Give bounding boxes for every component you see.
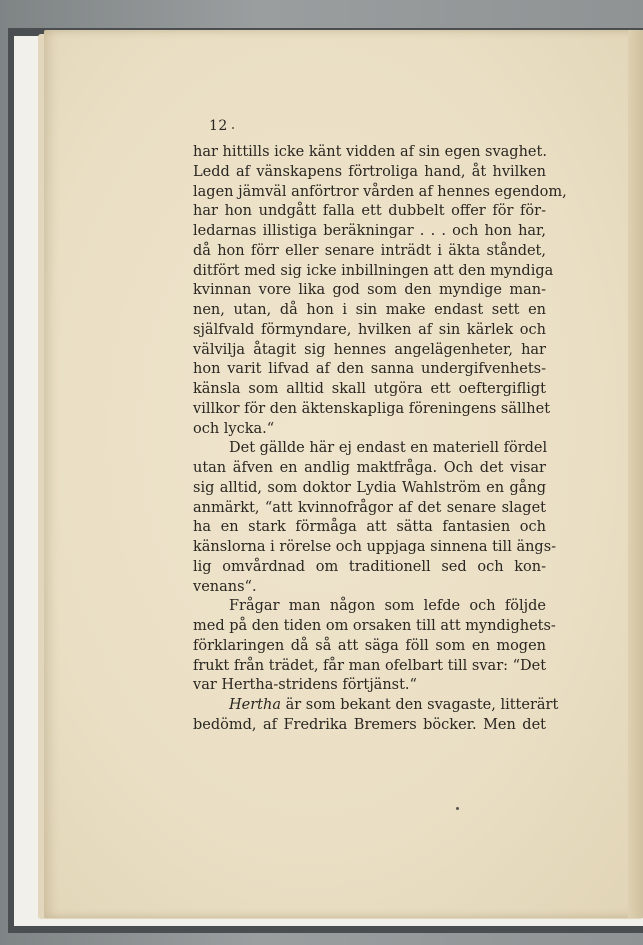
body-text — [193, 143, 567, 736]
text-line: anmärkt, “att kvinnofrågor af det senare slaget — [193, 499, 546, 516]
text-line: känslorna i rörelse och uppjaga sinnena till ängs- — [193, 539, 557, 555]
text-line: Frågar man någon som lefde och följde — [229, 598, 546, 615]
text-line: känsla som alltid skall utgöra ett oeftergifligt — [193, 381, 546, 397]
text-line: själfvald förmyndare, hvilken af sin kärlek och — [193, 321, 546, 338]
text-line: sig alltid, som doktor Lydia Wahlström en gång — [193, 479, 546, 496]
text-line: välvilja åtagit sig hennes angelägenheter, har — [193, 341, 546, 358]
text-line: lagen jämväl anförtror vården af hennes egendom, — [193, 183, 567, 200]
text-line: då hon förr eller senare inträdt i äkta ståndet, — [193, 242, 546, 259]
page-right-edge — [628, 30, 643, 918]
paper-speck — [232, 127, 234, 129]
text-line: förklaringen då så att säga föll som en mogen — [193, 637, 546, 654]
text-line: villkor för den äktenskapliga föreningens sällhet — [193, 400, 551, 417]
text-line: Ledd af vänskapens förtroliga hand, åt hvilken — [193, 163, 546, 180]
text-line: var Hertha-stridens förtjänst.“ — [193, 677, 417, 694]
text-line: har hon undgått falla ett dubbelt offer för för- — [193, 203, 546, 220]
text-line: och lycka.“ — [193, 420, 275, 437]
page-number: 12 — [209, 118, 228, 134]
italic-title: Hertha — [229, 697, 281, 713]
text-fragment: är som bekant den svagaste, litterärt — [285, 697, 559, 713]
text-line: kvinnan vore lika god som den myndige man- — [193, 282, 546, 299]
text-line: ledarnas illistiga beräkningar . . . och hon har, — [193, 223, 546, 239]
text-line: utan äfven en andlig maktfråga. Och det visar — [193, 460, 546, 476]
text-line: med på den tiden om orsaken till att myndighets- — [193, 618, 556, 634]
text-line: venans“. — [193, 578, 257, 595]
text-line: ha en stark förmåga att sätta fantasien och — [193, 519, 546, 536]
text-line: har hittills icke känt vidden af sin egen svaghet. — [193, 144, 547, 160]
text-line: frukt från trädet, får man ofelbart till svar: “Det — [193, 657, 547, 674]
paper-speck — [456, 807, 459, 810]
text-line — [193, 696, 559, 716]
text-line: hon varit lifvad af den sanna undergifvenhets- — [193, 361, 546, 378]
text-line: nen, utan, då hon i sin make endast sett en — [193, 302, 546, 318]
text-line: Det gällde här ej endast en materiell fördel — [229, 440, 548, 457]
text-line: ditfört med sig icke inbillningen att den myndiga — [193, 262, 554, 279]
text-line: lig omvårdnad om traditionell sed och kon- — [193, 558, 546, 575]
text-line: bedömd, af Fredrika Bremers böcker. Men det — [193, 716, 546, 733]
